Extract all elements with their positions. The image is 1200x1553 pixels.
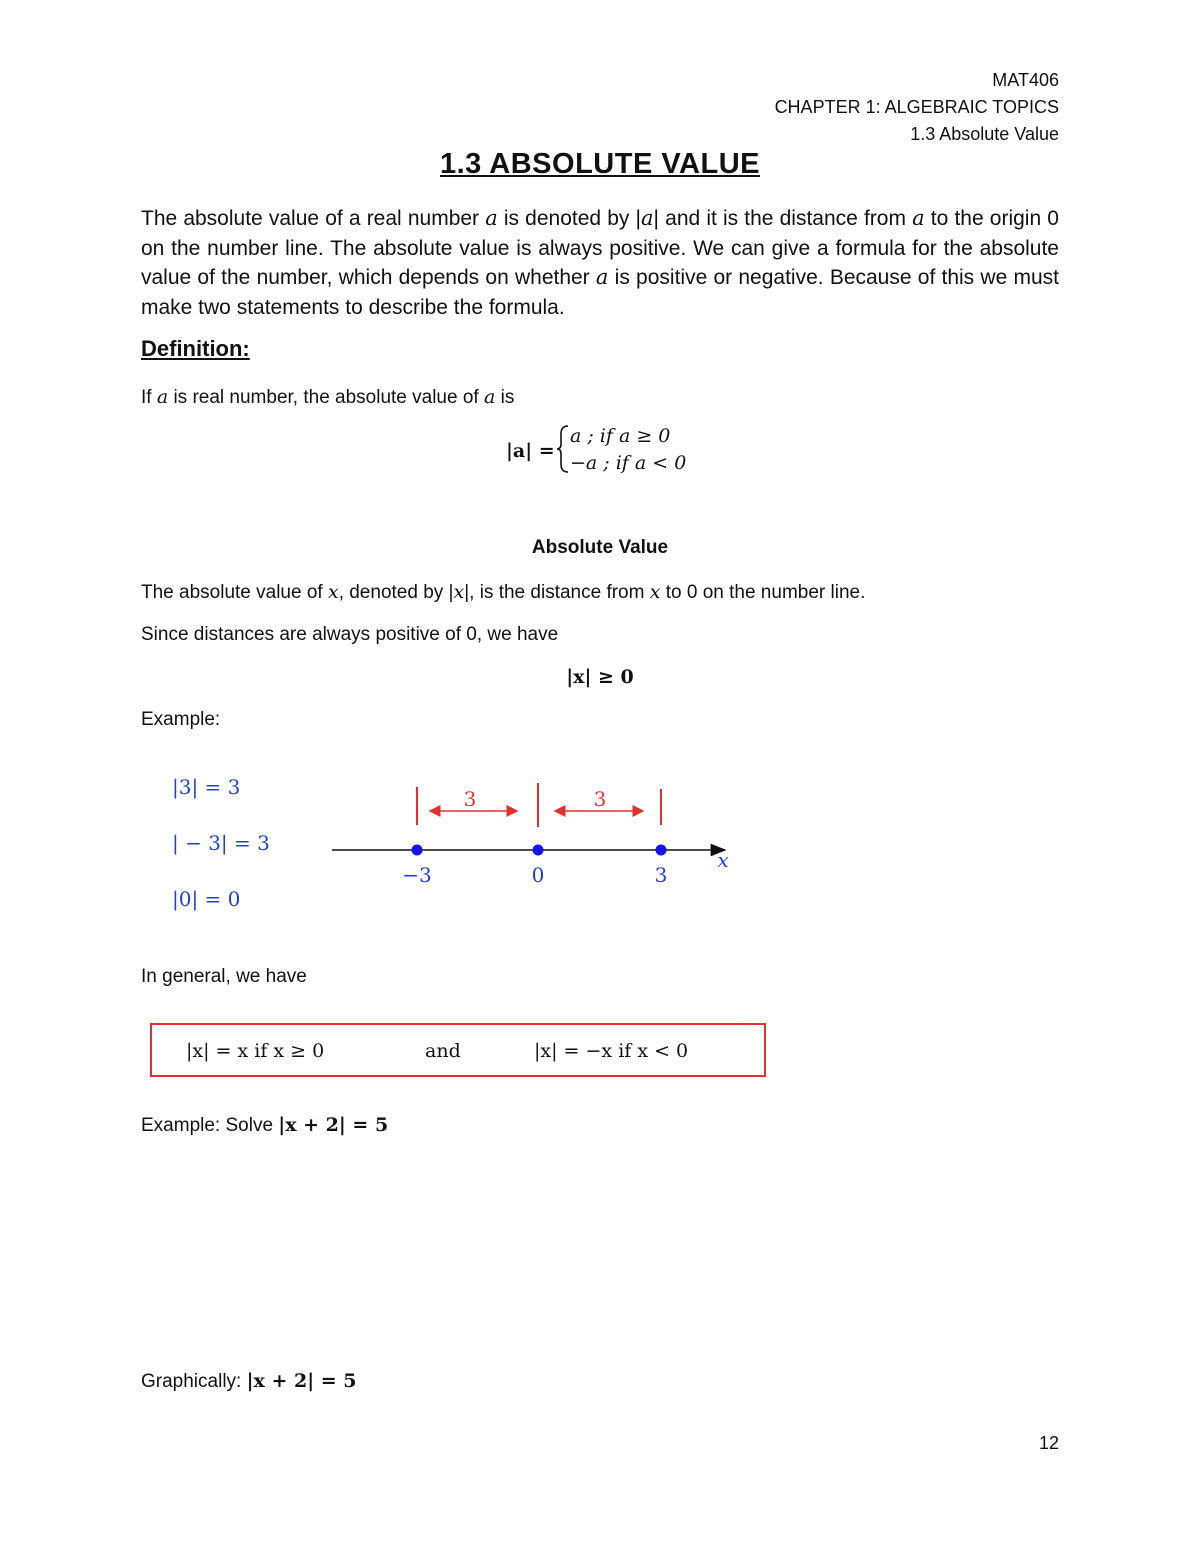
general-rule-nonnegative: |x| = x if x ≥ 0 [186, 1040, 325, 1062]
number-line-diagram [320, 770, 750, 900]
example-equation-neg3: | − 3| = 3 [172, 831, 270, 855]
definition-line: If a is real number, the absolute value of a is [141, 386, 515, 408]
distance-label-right: 3 [593, 787, 607, 811]
general-lead: In general, we have [141, 966, 307, 987]
example-label: Example: [141, 709, 221, 730]
point-pos3 [656, 845, 667, 856]
general-rule-negative: |x| = −x if x < 0 [534, 1040, 689, 1062]
chapter-title: CHAPTER 1: ALGEBRAIC TOPICS [774, 97, 1059, 117]
tick-label-pos3: 3 [654, 863, 668, 887]
section-title: 1.3 Absolute Value [910, 124, 1059, 144]
definition-lhs: |a| = [506, 440, 555, 462]
example-solve: Example: Solve |x + 2| = 5 [141, 1114, 389, 1136]
absolute-value-heading: Absolute Value [531, 537, 669, 558]
intro-paragraph: The absolute value of a real number a is denoted by |a| and it is the distance from a to the origin 0 on the number line. The absolute value is always positive. We can give a formula for the absolute value of the number, which depends on whether a is positive or negative. Because of this we must make two statements to describe the formula. [141, 206, 1059, 319]
definition-case-positive: a ; if a ≥ 0 [570, 425, 671, 447]
axis-label-x: x [717, 848, 729, 872]
course-code: MAT406 [992, 70, 1059, 90]
tick-label-neg3: −3 [402, 863, 432, 887]
absolute-value-sentence: The absolute value of x, denoted by |x|, is the distance from x to 0 on the number line. [141, 581, 866, 603]
general-rule-connector: and [425, 1040, 461, 1062]
page-number: 12 [1038, 1433, 1059, 1453]
graphically-line: Graphically: |x + 2| = 5 [141, 1370, 357, 1392]
distance-sentence: Since distances are always positive of 0, we have [141, 624, 559, 645]
example-equation-3: |3| = 3 [172, 775, 241, 799]
definition-heading: Definition: [141, 336, 250, 361]
distance-label-left: 3 [463, 787, 477, 811]
definition-case-negative: −a ; if a < 0 [570, 452, 687, 474]
tick-label-zero: 0 [531, 863, 545, 887]
point-zero [533, 845, 544, 856]
point-neg3 [412, 845, 423, 856]
example-equation-0: |0| = 0 [172, 887, 241, 911]
nonnegative-inequality: |x| ≥ 0 [566, 666, 634, 688]
page-title: 1.3 ABSOLUTE VALUE [440, 148, 760, 180]
